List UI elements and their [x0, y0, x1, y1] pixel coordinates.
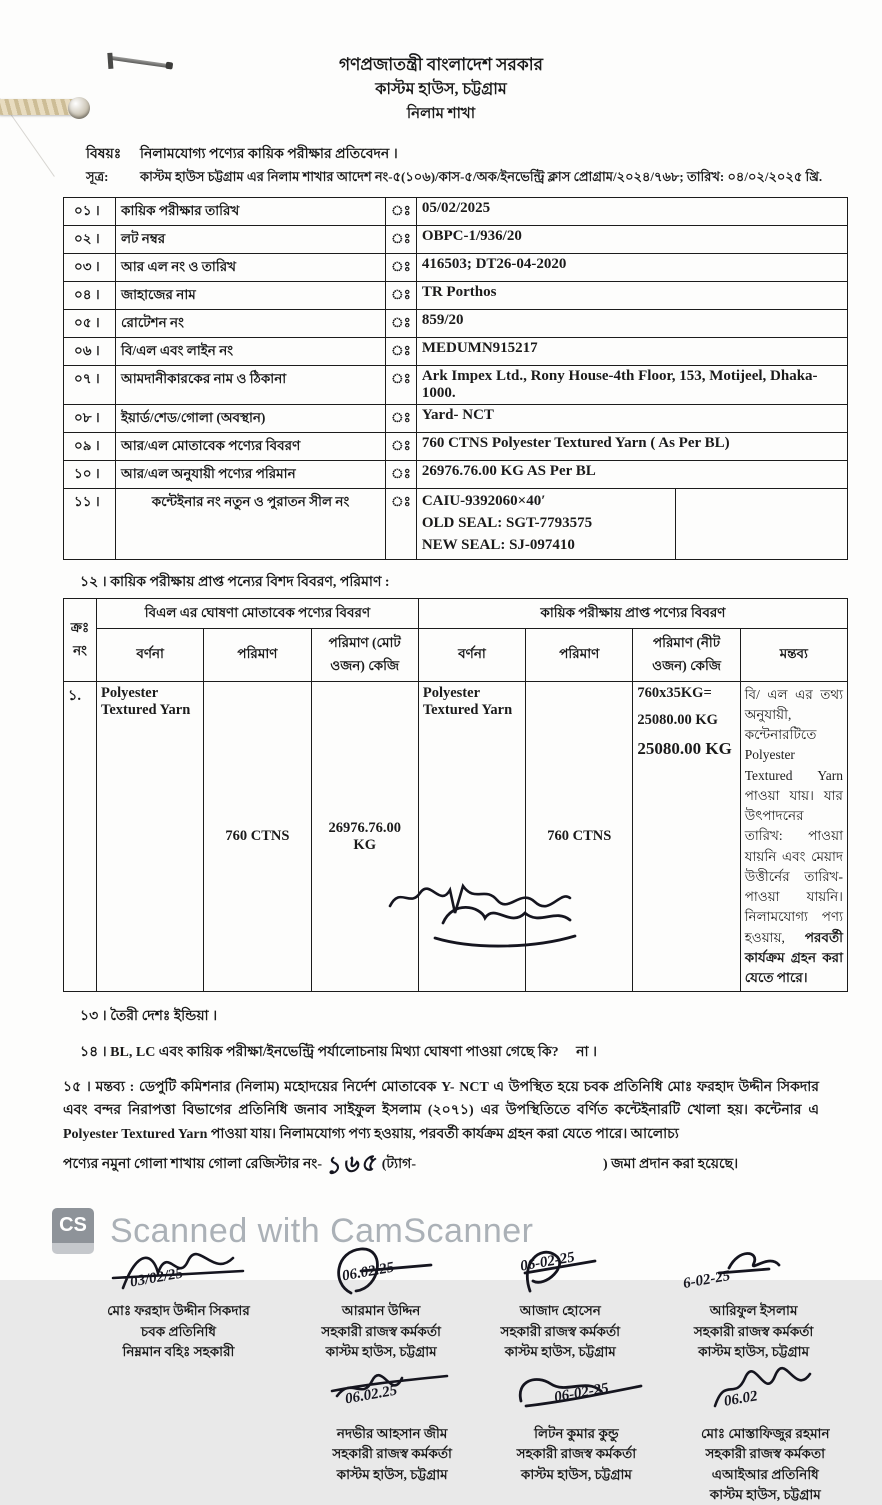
- bl-quantity-cell: 760 CTNS: [204, 681, 311, 992]
- section12-title: ১২ । কায়িক পরীক্ষায় প্রাপ্ত পন্যের বিশদ বিবরণ, পরিমাণ :: [80, 574, 390, 590]
- signature-row-1: [70, 1243, 862, 1362]
- lot-number-value: OBPC-1/936/20: [416, 226, 847, 254]
- row-number: ০৮ ।: [64, 405, 116, 433]
- signatory-liton-kumar: [484, 1366, 668, 1505]
- table-row: [64, 282, 848, 310]
- rl-number-value: 416503; DT26-04-2020: [416, 254, 847, 282]
- row-number: ০২ ।: [64, 226, 116, 254]
- signatory-office: কাস্টম হাউস, চট্টগ্রাম: [325, 1343, 437, 1359]
- signature-scribble: [645, 1243, 862, 1301]
- handwritten-date: 06.02: [722, 1388, 759, 1410]
- signatory-role: সহকারী রাজস্ব কর্মকর্তা: [693, 1323, 814, 1339]
- table-row: [64, 254, 848, 282]
- cs-logo-text: CS: [52, 1208, 94, 1243]
- signatory-farhad-uddin: [70, 1243, 287, 1362]
- row-number: ০৭ ।: [64, 366, 116, 405]
- bl-line-number-value: MEDUMN915217: [416, 338, 847, 366]
- row-number: ০৫ ।: [64, 310, 116, 338]
- signatory-name: মোঃ ফরহাদ উদ্দীন সিকদার: [107, 1303, 250, 1319]
- source-text: কাস্টম হাউস চট্টগ্রাম এর নিলাম শাখার আদেশ নং-৫(১০৬)/কাস-৫/অক/ইনভেন্ট্রি ক্লাস প্রোগ্রাম/২০২৪/৭৬৮; তারিখ: ০৪/০২/২০২৫ খ্রি.: [140, 169, 823, 185]
- old-seal-number: OLD SEAL: SGT-7793575: [421, 515, 593, 532]
- signature-scribble: [669, 1366, 862, 1424]
- table-subheader-row: [64, 628, 848, 681]
- exam-net-weight-header: পরিমাণ (নীট ওজন) কেজি: [633, 628, 740, 681]
- exam-net-weight-cell: [633, 681, 740, 992]
- row-number: ০৩ ।: [64, 254, 116, 282]
- table-row: [64, 461, 848, 489]
- register-prefix-text: পণ্যের নমুনা গোলা শাখায় গোলা রেজিস্টার নং-: [63, 1156, 322, 1172]
- tag-open-text: (ট্যাগ-: [381, 1156, 416, 1172]
- signatory-role: চবক প্রতিনিধি: [140, 1323, 216, 1339]
- yard-location-value: Yard- NCT: [416, 405, 847, 433]
- row-label: আর এল নং ও তারিখ: [116, 254, 386, 282]
- handwritten-date: 06.02.25: [343, 1382, 399, 1408]
- table-row: [64, 310, 848, 338]
- question-text: ১৪ । BL, LC এবং কায়িক পরীক্ষা/ইনভেন্ট্রি পর্যালোচনায় মিথ্যা ঘোষণা পাওয়া গেছে কি?: [80, 1045, 559, 1061]
- bl-quantity-header: পরিমাণ: [204, 628, 311, 681]
- serial-header: ক্রঃ নং: [64, 598, 97, 681]
- source-label: সূত্র:: [86, 169, 109, 185]
- signatory-role: সহকারী রাজস্ব কর্মকর্তা: [500, 1323, 621, 1339]
- handwritten-date: 03/02/25: [128, 1265, 185, 1291]
- handwritten-date: 06-02-25: [519, 1249, 577, 1275]
- signatory-azad-hossain: [475, 1243, 645, 1362]
- serial-cell: ১.: [64, 681, 97, 992]
- importer-address-value: Ark Impex Ltd., Rony House-4th Floor, 153, Motijeel, Dhaka-1000.: [416, 366, 847, 405]
- branch-title: নিলাম শাখা: [406, 106, 476, 123]
- colon-separator: ঃ: [386, 254, 417, 282]
- table-row: [64, 433, 848, 461]
- net-weight-line: 25080.00 KG: [637, 738, 732, 758]
- subject-label: বিষয়ঃ: [86, 147, 122, 163]
- remark-header: মন্তব্য: [740, 628, 847, 681]
- goods-quantity-value: 26976.76.00 KG AS Per BL: [416, 461, 847, 489]
- handwritten-register-number: ১৬৫: [324, 1149, 380, 1180]
- cell-divider: [675, 489, 676, 558]
- signatory-office: কাস্টম হাউস, চট্টগ্রাম: [504, 1343, 616, 1359]
- colon-separator: ঃ: [386, 489, 417, 559]
- remark-text: বি/ এল এর তথ্য অনুযায়ী, কন্টেনারটিতে Polyester Textured Yarn পাওয়া যায়। যার উৎপাদনের তারিখ: পাওয়া যায়নি এবং মেয়াদ উত্তীর্নের তারিখ- পাওয়া যায়নি। নিলামযোগ্য পণ্য হওয়ায়,: [744, 686, 843, 945]
- colon-separator: ঃ: [386, 198, 417, 226]
- office-title: কাস্টম হাউস, চট্টগ্রাম: [375, 81, 507, 99]
- signature-scribble: [300, 1366, 484, 1424]
- signatory-office: কাস্টম হাউস, চট্টগ্রাম: [698, 1343, 810, 1359]
- source-line: [86, 168, 882, 189]
- bl-gross-weight-cell: 26976.76.00 KG: [311, 681, 418, 992]
- row-label: লট নম্বর: [116, 226, 386, 254]
- colon-separator: ঃ: [386, 226, 417, 254]
- row-label: কায়িক পরীক্ষার তারিখ: [116, 198, 386, 226]
- row-label: আর/এল অনুযায়ী পণ্যের পরিমান: [116, 461, 386, 489]
- row-number: ১০ ।: [64, 461, 116, 489]
- handwritten-date: 06-02-25: [553, 1380, 611, 1406]
- signatory-mostafizur-rahman: [669, 1366, 862, 1505]
- new-seal-number: NEW SEAL: SJ-097410: [421, 536, 575, 553]
- signatory-name: মোঃ মোস্তাফিজুর রহমান: [700, 1426, 830, 1442]
- container-number: CAIU-9392060×40′: [421, 493, 546, 510]
- signatory-nadvir-ahsan: [300, 1366, 484, 1505]
- camscanner-footer: [52, 1208, 534, 1254]
- signatory-role: সহকারী রাজস্ব কর্মকর্তা: [332, 1446, 452, 1462]
- row-number: ০৯ ।: [64, 433, 116, 461]
- colon-separator: ঃ: [386, 338, 417, 366]
- row-label: জাহাজের নাম: [116, 282, 386, 310]
- row-number: ০৪ ।: [64, 282, 116, 310]
- subject-line: [86, 142, 882, 166]
- colon-separator: ঃ: [386, 405, 417, 433]
- signatory-office: কাস্টম হাউস, চট্টগ্রাম: [336, 1466, 448, 1482]
- document-header: [0, 0, 882, 126]
- colon-separator: ঃ: [386, 461, 417, 489]
- signature-row-2: [300, 1366, 862, 1505]
- bl-declaration-group-header: বিএল এর ঘোষণা মোতাবেক পণ্যের বিবরণ: [97, 598, 419, 628]
- container-seal-cell: [416, 489, 847, 559]
- signatory-office: নিম্নমান বহিঃ সহকারী: [122, 1343, 235, 1359]
- shipment-info-table: [63, 197, 848, 559]
- signatory-name: লিটন কুমার কুন্ডু: [534, 1426, 619, 1442]
- bl-description-header: বর্ণনা: [97, 628, 204, 681]
- net-weight-line: 25080.00 KG: [637, 711, 718, 728]
- exam-quantity-cell: 760 CTNS: [526, 681, 633, 992]
- colon-separator: ঃ: [386, 282, 417, 310]
- table-row: [64, 198, 848, 226]
- table-row: [64, 489, 848, 559]
- exam-quantity-header: পরিমাণ: [526, 628, 633, 681]
- table-header-row: [64, 598, 848, 628]
- signatory-role: সহকারী রাজস্ব কর্মকর্তা: [516, 1446, 637, 1462]
- signatory-role-2: এআইআর প্রতিনিধি: [711, 1466, 819, 1482]
- exam-date-value: 05/02/2025: [416, 198, 847, 226]
- handwritten-date: 6-02-25: [682, 1268, 732, 1293]
- remarks-paragraph: ১৫ । মন্তব্য : ডেপুটি কমিশনার (নিলাম) মহোদয়ের নির্দেশ মোতাবেক Y- NCT এ উপস্থিত হয়ে চবক প্রতিনিধি মোঃ ফরহাদ উদ্দীন সিকদার এবং বন্দর নিরাপত্তা বিভাগের প্রতিনিধি জনাব সাইফুল ইসলাম (২০৭১) এর উপস্থিতিতে বর্ণিত কন্টেইনারটি খোলা হয়। কন্টেনার এ Polyester Textured Yarn পাওয়া যায়। নিলামযোগ্য পণ্য হওয়ায়, পরবর্তী কার্যক্রম গ্রহন করা যেতে পারে। আলোচ্য: [63, 1080, 819, 1142]
- camscanner-watermark-text: Scanned with CamScanner: [110, 1211, 534, 1250]
- signatory-name: নদভীর আহসান জীম: [336, 1426, 448, 1442]
- row-label: বি/এল এবং লাইন নং: [116, 338, 386, 366]
- row-label: আর/এল মোতাবেক পণ্যের বিবরণ: [116, 433, 386, 461]
- row-label: কন্টেইনার নং নতুন ও পুরাতন সীল নং: [116, 489, 386, 559]
- remark-cell: [740, 681, 847, 992]
- signature-scribble: [484, 1366, 668, 1424]
- table-row: [64, 405, 848, 433]
- government-title: গণপ্রজাতন্ত্রী বাংলাদেশ সরকার: [338, 55, 544, 74]
- signatory-name: আজাদ হোসেন: [519, 1303, 601, 1319]
- exam-found-group-header: কায়িক পরীক্ষায় প্রাপ্ত পণ্যের বিবরণ: [418, 598, 847, 628]
- tag-close-text: ) জমা প্রদান করা হয়েছে।: [603, 1156, 739, 1172]
- signatory-arman-uddin: [287, 1243, 476, 1362]
- register-line: [63, 1146, 819, 1186]
- signatory-name: আরিফুল ইসলাম: [709, 1303, 798, 1319]
- rope-eyelet: [68, 97, 90, 119]
- row-label: আমদানীকারকের নাম ও ঠিকানা: [116, 366, 386, 405]
- signatory-name: আরমান উদ্দিন: [341, 1303, 421, 1319]
- rotation-number-value: 859/20: [416, 310, 847, 338]
- signatory-office: কাস্টম হাউস, চট্টগ্রাম: [520, 1466, 632, 1482]
- remark-bold-text: পরবর্তী কার্যক্রম গ্রহন করা যেতে পারে।: [744, 929, 843, 986]
- cs-logo-base: [52, 1243, 94, 1254]
- subject-text: নিলামযোগ্য পণ্যের কায়িক পরীক্ষার প্রতিবেদন ।: [140, 147, 398, 163]
- handwritten-date: 06.02.25: [340, 1259, 396, 1285]
- false-declaration-line: [80, 1040, 882, 1064]
- goods-description-value: 760 CTNS Polyester Textured Yarn ( As Per BL): [416, 433, 847, 461]
- bl-description-cell: Polyester Textured Yarn: [97, 681, 204, 992]
- exam-description-header: বর্ণনা: [418, 628, 525, 681]
- colon-separator: ঃ: [386, 366, 417, 405]
- vessel-name-value: TR Porthos: [416, 282, 847, 310]
- camscanner-icon: [52, 1208, 94, 1254]
- table-row: [64, 226, 848, 254]
- signatory-ariful-islam: [645, 1243, 862, 1362]
- table-row: [64, 338, 848, 366]
- row-label: রোটেশন নং: [116, 310, 386, 338]
- table-row: [64, 366, 848, 405]
- signatory-role: সহকারী রাজস্ব কর্মকতা: [705, 1446, 825, 1462]
- row-number: ১১ ।: [64, 489, 116, 559]
- exam-description-cell: Polyester Textured Yarn: [418, 681, 525, 992]
- country-of-origin-line: ১৩ । তৈরী দেশঃ ইন্ডিয়া ।: [80, 1009, 218, 1025]
- bl-gross-weight-header: পরিমাণ (মোট ওজন) কেজি: [311, 628, 418, 681]
- row-number: ০১ ।: [64, 198, 116, 226]
- row-label: ইয়ার্ড/শেড/গোলা (অবস্থান): [116, 405, 386, 433]
- signatory-office: কাস্টম হাউস, চট্টগ্রাম: [709, 1486, 821, 1502]
- signatory-role: সহকারী রাজস্ব কর্মকর্তা: [321, 1323, 441, 1339]
- colon-separator: ঃ: [386, 433, 417, 461]
- row-number: ০৬ ।: [64, 338, 116, 366]
- colon-separator: ঃ: [386, 310, 417, 338]
- circled-signature-scribble: [425, 898, 585, 953]
- answer-text: না ।: [576, 1045, 598, 1061]
- net-calc-line: 760x35KG=: [637, 684, 712, 701]
